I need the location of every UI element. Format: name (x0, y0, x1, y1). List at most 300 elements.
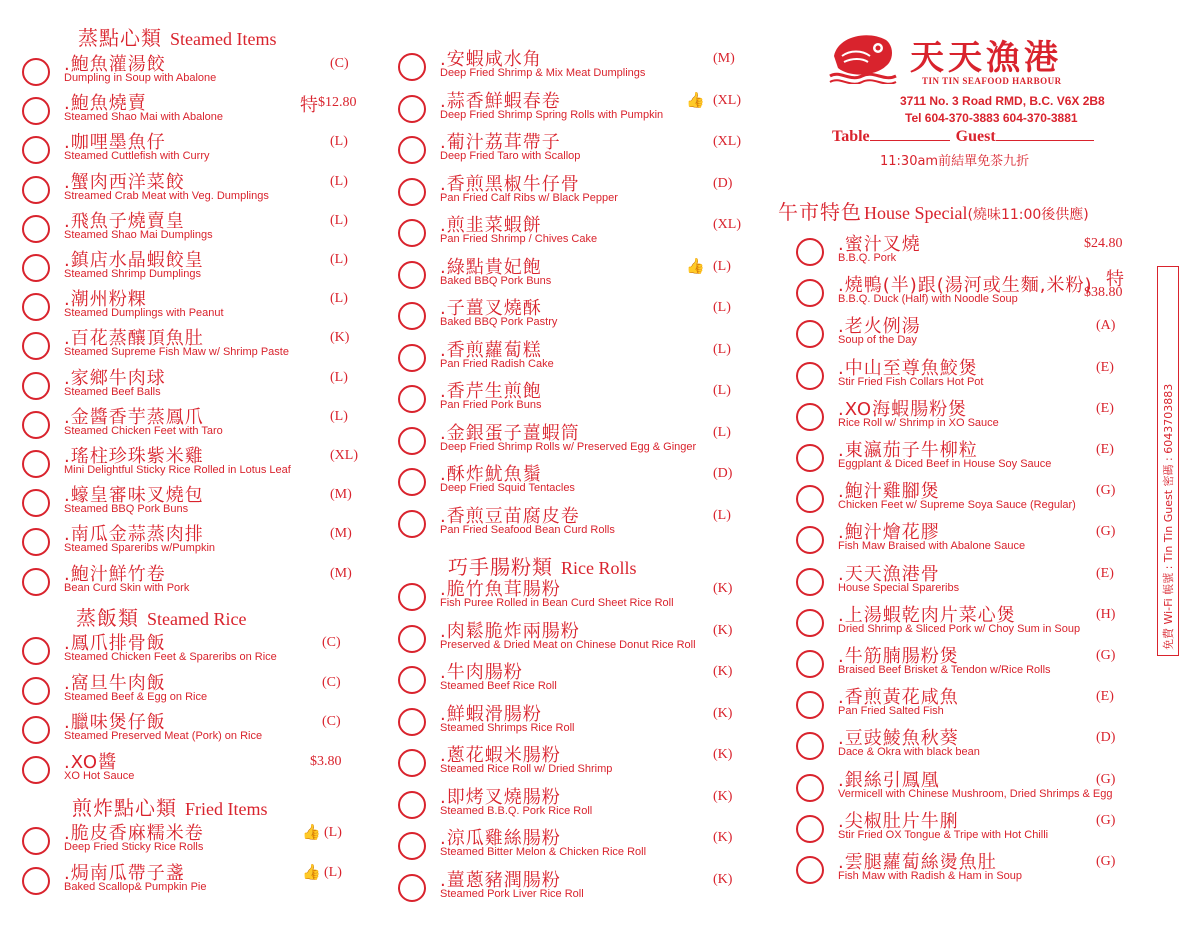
order-checkbox-circle[interactable] (398, 874, 426, 902)
item-name-en: XO Hot Sauce (64, 769, 135, 782)
order-checkbox-circle[interactable] (22, 716, 50, 744)
menu-item[interactable] (398, 504, 778, 544)
item-name-en: House Special Spareribs (838, 581, 960, 594)
order-checkbox-circle[interactable] (22, 568, 50, 596)
thumbs-up-icon: 👍 (302, 863, 321, 881)
item-size-code: (E) (1096, 565, 1114, 581)
order-checkbox-circle[interactable] (22, 528, 50, 556)
item-size-code: $3.80 (310, 753, 342, 769)
item-name-zh: .鮑汁鮮竹卷 (64, 563, 166, 585)
item-size-code: (K) (713, 664, 733, 679)
item-name-zh: .窩旦牛肉飯 (64, 672, 166, 694)
item-name-zh: .鮑汁雞腳煲 (838, 481, 940, 503)
order-checkbox-circle[interactable] (398, 53, 426, 81)
discount-note: 11:30am前結單免茶九折 (880, 154, 1030, 169)
menu-item[interactable] (398, 255, 778, 295)
item-name-zh: .銀絲引鳳凰 (838, 769, 940, 791)
menu-item[interactable] (796, 438, 1176, 478)
order-checkbox-circle[interactable] (398, 832, 426, 860)
item-name-en: Vermicell with Chinese Mushroom, Dried Shrimps & Egg (838, 787, 1113, 800)
item-name-en: Deep Fried Sticky Rice Rolls (64, 841, 204, 853)
item-size-code: (K) (713, 871, 733, 887)
item-name-en: Preserved & Dried Meat on Chinese Donut Rice Roll (440, 638, 696, 651)
item-name-en: Steamed Shrimp Dumplings (64, 268, 201, 280)
menu-item[interactable] (22, 562, 402, 602)
restaurant-address: 3711 No. 3 Road RMD, B.C. V6X 2B8 (900, 94, 1105, 108)
order-checkbox-circle[interactable] (22, 637, 50, 665)
item-name-zh: .蟹肉西洋菜餃 (64, 171, 185, 193)
table-blank[interactable] (870, 140, 950, 141)
order-checkbox-circle[interactable] (398, 136, 426, 164)
order-checkbox-circle[interactable] (398, 583, 426, 611)
item-name-en: Baked BBQ Pork Buns (440, 274, 552, 287)
order-checkbox-circle[interactable] (398, 791, 426, 819)
item-size-code: (L) (330, 252, 348, 267)
item-name-zh: .燒鴨(半)跟(湯河或生麵,米粉) (838, 275, 1093, 297)
item-size-code: (L) (713, 424, 731, 440)
item-name-zh: .牛筋腩腸粉煲 (838, 646, 959, 667)
menu-item[interactable] (22, 287, 402, 327)
item-size-code: (G) (1096, 483, 1116, 499)
item-size-code: (XL) (713, 134, 741, 149)
order-checkbox-circle[interactable] (796, 403, 824, 431)
item-name-zh: .鮮蝦滑腸粉 (440, 703, 542, 725)
menu-item[interactable] (398, 577, 778, 617)
item-name-en: Fish Maw Braised with Abalone Sauce (838, 540, 1026, 553)
section-house-special: 午市特色 House Special(燒味11:00後供應) (778, 200, 1089, 224)
item-size-code: (L) (713, 341, 731, 357)
item-name-zh: .薑蔥豬潤腸粉 (440, 869, 561, 891)
menu-item[interactable] (22, 444, 402, 484)
menu-item[interactable] (22, 405, 402, 445)
item-name-zh: .尖椒肚片牛脷 (838, 810, 959, 832)
item-size-code: (M) (330, 487, 352, 503)
item-size-code: (K) (713, 830, 733, 845)
item-name-en: Eggplant & Diced Beef in House Soy Sauce (838, 458, 1052, 470)
order-checkbox-circle[interactable] (796, 485, 824, 513)
item-size-code: (L) (713, 507, 731, 523)
item-name-zh: .即烤叉燒腸粉 (440, 786, 561, 808)
item-size-code: (K) (713, 705, 733, 721)
item-name-en: Deep Fried Squid Tentacles (440, 482, 575, 494)
item-size-code: (L) (330, 369, 348, 385)
order-checkbox-circle[interactable] (22, 215, 50, 243)
menu-item[interactable] (22, 522, 402, 562)
order-checkbox-circle[interactable] (22, 411, 50, 439)
item-name-zh: .牛肉腸粉 (440, 662, 523, 683)
section-steamed-items: 蒸點心類 Steamed Items (78, 26, 277, 50)
item-name-en: Steamed Preserved Meat (Pork) on Rice (64, 730, 263, 742)
item-name-en: Fish Puree Rolled in Bean Curd Sheet Rice Roll (440, 597, 674, 609)
order-checkbox-circle[interactable] (796, 568, 824, 596)
menu-item[interactable] (398, 619, 778, 659)
item-name-zh: .涼瓜雞絲腸粉 (440, 828, 561, 849)
item-name-zh: .鮑魚燒賣 (64, 93, 147, 115)
menu-item[interactable] (398, 868, 778, 908)
item-size-code: (L) (713, 383, 731, 398)
section-rice-rolls: 巧手腸粉類 Rice Rolls (448, 555, 637, 579)
menu-item[interactable] (796, 397, 1176, 437)
item-name-en: Steamed Chicken Feet with Taro (64, 424, 223, 437)
item-name-en: B.B.Q. Pork (838, 252, 897, 264)
menu-item[interactable] (796, 685, 1176, 725)
item-name-zh: .香煎豆苗腐皮卷 (440, 505, 580, 527)
item-name-en: Deep Fried Shrimp Spring Rolls with Pumpkin (440, 108, 664, 121)
restaurant-name-zh: 天天漁港 (910, 38, 1062, 78)
item-name-zh: .脆竹魚茸腸粉 (440, 579, 561, 600)
menu-item[interactable] (22, 209, 402, 249)
item-name-en: Steamed Supreme Fish Maw w/ Shrimp Paste (64, 346, 289, 359)
item-name-en: Pan Fried Calf Ribs w/ Black Pepper (440, 191, 618, 204)
item-name-en: Steamed BBQ Pork Buns (64, 503, 189, 516)
order-checkbox-circle[interactable] (22, 254, 50, 282)
item-size-code: (L) (330, 212, 348, 228)
menu-item[interactable] (398, 421, 778, 461)
menu-item[interactable] (22, 631, 402, 671)
order-checkbox-circle[interactable] (22, 827, 50, 855)
menu-item[interactable] (22, 671, 402, 711)
item-name-en: Pan Fried Seafood Bean Curd Rolls (440, 523, 615, 536)
item-name-zh: .XO醬 (64, 751, 118, 773)
item-name-zh: .蒜香鮮蝦春卷 (440, 90, 561, 112)
item-size-code: (D) (713, 175, 733, 191)
item-size-code: $24.80 (1084, 236, 1123, 251)
thumbs-up-icon: 👍 (686, 90, 705, 109)
fish-logo-icon (828, 26, 898, 84)
order-checkbox-circle[interactable] (398, 95, 426, 123)
order-checkbox-circle[interactable] (796, 609, 824, 637)
item-name-zh: .葡汁荔茸帶子 (440, 132, 561, 153)
item-size-code: (L) (713, 300, 731, 315)
item-name-zh: .鎮店水晶蝦餃皇 (64, 250, 204, 271)
item-name-en: Rice Roll w/ Shrimp in XO Sauce (838, 416, 999, 429)
order-checkbox-circle[interactable] (22, 136, 50, 164)
item-name-zh: .香煎黃花咸魚 (838, 687, 959, 709)
item-name-en: Stir Fried OX Tongue & Tripe with Hot Chilli (838, 828, 1049, 841)
item-size-code: $38.80 (1084, 285, 1123, 301)
order-checkbox-circle[interactable] (22, 450, 50, 478)
menu-item[interactable] (398, 130, 778, 170)
menu-item[interactable] (398, 379, 778, 419)
table-guest-line (832, 128, 1094, 146)
item-name-en: Steamed Spareribs w/Pumpkin (64, 542, 216, 555)
order-checkbox-circle[interactable] (22, 58, 50, 86)
item-name-en: Soup of the Day (838, 334, 917, 347)
order-checkbox-circle[interactable] (22, 176, 50, 204)
table-label: Table (832, 128, 870, 145)
item-name-en: B.B.Q. Duck (Half) with Noodle Soup (838, 293, 1018, 306)
item-name-zh: .家鄉牛肉球 (64, 367, 166, 389)
menu-item[interactable] (398, 660, 778, 700)
item-name-en: Baked BBQ Pork Pastry (440, 316, 558, 328)
menu-item[interactable] (398, 338, 778, 378)
menu-item[interactable] (796, 356, 1176, 396)
order-checkbox-circle[interactable] (398, 468, 426, 496)
menu-item[interactable] (398, 702, 778, 742)
item-name-zh: .蔥花蝦米腸粉 (440, 745, 561, 766)
order-checkbox-circle[interactable] (796, 362, 824, 390)
item-size-code: (L) (324, 865, 342, 880)
menu-item[interactable] (796, 603, 1176, 643)
item-size-code: (E) (1096, 400, 1114, 416)
item-name-zh: .香芹生煎飽 (440, 381, 542, 402)
menu-item[interactable] (398, 213, 778, 253)
item-name-zh: .臘味煲仔飯 (64, 712, 166, 733)
item-name-zh: .香煎蘿蔔糕 (440, 339, 542, 361)
item-size-code: (C) (322, 674, 341, 690)
order-checkbox-circle[interactable] (398, 510, 426, 538)
order-checkbox-circle[interactable] (22, 489, 50, 517)
item-name-en: Steamed Beef & Egg on Rice (64, 690, 208, 703)
item-name-zh: .煎韭菜蝦餅 (440, 215, 542, 236)
order-checkbox-circle[interactable] (398, 749, 426, 777)
order-checkbox-circle[interactable] (398, 344, 426, 372)
menu-item[interactable] (398, 296, 778, 336)
item-size-code: (L) (330, 408, 348, 424)
item-size-code: (E) (1096, 359, 1114, 375)
order-checkbox-circle[interactable] (398, 261, 426, 289)
menu-item[interactable] (398, 89, 778, 129)
order-checkbox-circle[interactable] (398, 427, 426, 455)
guest-blank[interactable] (996, 140, 1094, 141)
menu-item[interactable] (398, 743, 778, 783)
menu-item[interactable] (796, 314, 1176, 354)
order-checkbox-circle[interactable] (796, 732, 824, 760)
item-name-zh: .咖哩墨魚仔 (64, 132, 166, 154)
item-name-zh: .焗南瓜帶子盞 (64, 863, 185, 884)
item-name-en: Steamed Beef Rice Roll (440, 680, 557, 692)
menu-item[interactable] (796, 726, 1176, 766)
item-name-zh: .豆豉鯪魚秋葵 (838, 728, 959, 750)
menu-item[interactable] (398, 172, 778, 212)
menu-item[interactable] (796, 768, 1176, 808)
item-name-zh: .天天漁港骨 (838, 563, 940, 585)
order-checkbox-circle[interactable] (796, 279, 824, 307)
order-checkbox-circle[interactable] (22, 97, 50, 125)
item-size-code: (E) (1096, 442, 1114, 457)
item-name-en: Chicken Feet w/ Supreme Soya Sauce (Regular) (838, 499, 1076, 512)
order-checkbox-circle[interactable] (796, 526, 824, 554)
order-checkbox-circle[interactable] (796, 320, 824, 348)
item-size-code: (M) (713, 51, 735, 66)
item-name-en: Steamed Shao Mai with Abalone (64, 111, 223, 124)
thumbs-up-icon: 👍 (686, 256, 705, 275)
order-checkbox-circle[interactable] (398, 302, 426, 330)
item-name-en: Pan Fried Shrimp / Chives Cake (440, 233, 598, 245)
order-checkbox-circle[interactable] (796, 238, 824, 266)
item-name-en: Steamed Shao Mai Dumplings (64, 228, 213, 241)
item-name-zh: .酥炸魷魚鬚 (440, 464, 542, 485)
restaurant-name-en: TIN TIN SEAFOOD HARBOUR (922, 76, 1062, 86)
item-size-code: $12.80 (318, 95, 357, 111)
item-size-code: (M) (330, 565, 352, 581)
menu-item[interactable] (22, 483, 402, 523)
menu-item[interactable] (22, 821, 402, 861)
item-name-zh: .子薑叉燒酥 (440, 298, 542, 319)
item-name-en: Braised Beef Brisket & Tendon w/Rice Rolls (838, 664, 1051, 676)
order-checkbox-circle[interactable] (796, 691, 824, 719)
item-name-zh: .雲腿蘿蔔絲燙魚肚 (838, 852, 997, 873)
menu-item[interactable] (796, 644, 1176, 684)
item-size-code: (K) (713, 788, 733, 804)
menu-item[interactable] (22, 366, 402, 406)
order-checkbox-circle[interactable] (22, 867, 50, 895)
item-size-code: (G) (1096, 648, 1116, 663)
order-checkbox-circle[interactable] (796, 856, 824, 884)
item-size-code: (L) (330, 291, 348, 307)
menu-item[interactable] (796, 562, 1176, 602)
item-name-en: Deep Fried Shrimp & Mix Meat Dumplings (440, 67, 646, 79)
order-checkbox-circle[interactable] (398, 666, 426, 694)
order-checkbox-circle[interactable] (398, 708, 426, 736)
item-name-en: Steamed Rice Roll w/ Dried Shrimp (440, 763, 613, 775)
item-name-zh: .香煎黑椒牛仔骨 (440, 173, 580, 195)
menu-item[interactable] (22, 861, 402, 901)
section-steamed-rice: 蒸飯類 Steamed Rice (76, 606, 247, 630)
order-checkbox-circle[interactable] (796, 774, 824, 802)
item-name-en: Streamed Crab Meat with Veg. Dumplings (64, 189, 269, 202)
item-name-zh: .老火例湯 (838, 316, 921, 338)
item-name-en: Steamed Chicken Feet & Spareribs on Rice (64, 651, 277, 663)
item-size-code: (G) (1096, 812, 1116, 828)
item-size-code: (L) (330, 173, 348, 189)
item-size-code: (XL) (713, 217, 741, 232)
order-checkbox-circle[interactable] (796, 444, 824, 472)
item-name-en: Steamed B.B.Q. Pork Rice Roll (440, 804, 593, 817)
item-name-en: Bean Curd Skin with Pork (64, 581, 190, 594)
item-name-zh: .鳳爪排骨飯 (64, 633, 166, 654)
menu-item[interactable] (398, 462, 778, 502)
order-checkbox-circle[interactable] (398, 385, 426, 413)
menu-item[interactable] (22, 248, 402, 288)
item-name-zh: .綠點貴妃飽 (440, 256, 542, 278)
item-name-en: Steamed Shrimps Rice Roll (440, 721, 575, 734)
item-name-en: Dried Shrimp & Sliced Pork w/ Choy Sum in Soup (838, 622, 1081, 635)
item-size-code: (K) (713, 622, 733, 638)
item-size-code: (M) (330, 526, 352, 542)
item-name-zh: .飛魚子燒賣皇 (64, 210, 185, 232)
item-name-en: Mini Delightful Sticky Rice Rolled in Lotus Leaf (64, 464, 291, 476)
restaurant-phone: Tel 604-370-3883 604-370-3881 (905, 111, 1078, 125)
special-mark: 特 (300, 95, 318, 117)
item-size-code: (C) (322, 714, 341, 729)
item-size-code: (D) (1096, 730, 1116, 746)
item-name-en: Pan Fried Radish Cake (440, 357, 554, 370)
item-size-code: (C) (330, 56, 349, 71)
item-name-zh: .鮑魚灌湯餃 (64, 54, 166, 75)
order-checkbox-circle[interactable] (22, 332, 50, 360)
item-name-zh: .XO海蝦腸粉煲 (838, 398, 968, 420)
item-name-en: Pan Fried Pork Buns (440, 399, 542, 411)
item-name-zh: .中山至尊魚鮫煲 (838, 357, 978, 379)
menu-item[interactable] (398, 826, 778, 866)
item-size-code: (G) (1096, 771, 1116, 787)
item-size-code: (G) (1096, 854, 1116, 869)
menu-item[interactable] (796, 269, 1176, 313)
order-checkbox-circle[interactable] (398, 625, 426, 653)
menu-item[interactable] (22, 170, 402, 210)
order-checkbox-circle[interactable] (796, 815, 824, 843)
item-size-code: (A) (1096, 318, 1116, 334)
item-size-code: (XL) (713, 92, 741, 108)
order-checkbox-circle[interactable] (22, 293, 50, 321)
item-size-code: (G) (1096, 524, 1116, 540)
order-checkbox-circle[interactable] (22, 677, 50, 705)
item-name-en: Dumpling in Soup with Abalone (64, 72, 217, 84)
item-size-code: (H) (1096, 606, 1116, 622)
menu-item[interactable] (796, 809, 1176, 849)
menu-item[interactable] (796, 850, 1176, 890)
menu-item[interactable] (796, 520, 1176, 560)
item-name-zh: .脆皮香麻糯米卷 (64, 823, 204, 844)
item-name-zh: .南瓜金蒜蒸肉排 (64, 524, 204, 546)
order-checkbox-circle[interactable] (22, 372, 50, 400)
item-name-zh: .肉鬆脆炸兩腸粉 (440, 620, 580, 642)
item-size-code: (D) (713, 466, 733, 481)
menu-item[interactable] (398, 785, 778, 825)
item-size-code: (C) (322, 635, 341, 650)
menu-item[interactable] (22, 750, 402, 790)
item-name-en: Steamed Beef Balls (64, 385, 161, 398)
item-name-en: Deep Fried Shrimp Rolls w/ Preserved Egg & Ginger (440, 440, 697, 453)
menu-item[interactable] (22, 130, 402, 170)
item-name-en: Steamed Cuttlefish with Curry (64, 150, 210, 163)
item-size-code: (XL) (330, 448, 358, 463)
item-size-code: (K) (330, 330, 350, 346)
item-name-en: Steamed Pork Liver Rice Roll (440, 887, 584, 900)
item-name-zh: .鮑汁燴花膠 (838, 522, 940, 544)
menu-item[interactable] (22, 710, 402, 750)
item-name-zh: .百花蒸釀頂魚肚 (64, 328, 204, 350)
item-size-code: (K) (713, 581, 733, 596)
item-name-zh: .金醬香芋蒸鳳爪 (64, 406, 204, 428)
item-name-zh: .潮州粉粿 (64, 289, 147, 311)
menu-item[interactable] (22, 91, 402, 131)
order-checkbox-circle[interactable] (398, 178, 426, 206)
section-fried-items: 煎炸點心類 Fried Items (72, 796, 268, 820)
item-name-zh: .上湯蝦乾肉片菜心煲 (838, 604, 1016, 626)
menu-item[interactable] (398, 47, 778, 87)
wifi-info: 免費 Wi-Fi 帳號 : Tin Tin Guest 密碼 : 6043703883 (1162, 383, 1175, 650)
item-name-zh: .東瀛茄子牛柳粒 (838, 440, 978, 461)
item-name-en: Deep Fried Taro with Scallop (440, 150, 581, 162)
item-name-zh: .瑤柱珍珠紫米雞 (64, 446, 204, 467)
order-checkbox-circle[interactable] (796, 650, 824, 678)
item-size-code: (K) (713, 747, 733, 762)
item-name-en: Stir Fried Fish Collars Hot Pot (838, 375, 984, 388)
item-name-en: Steamed Bitter Melon & Chicken Rice Roll (440, 846, 647, 858)
order-checkbox-circle[interactable] (22, 756, 50, 784)
item-name-zh: .蜜汁叉燒 (838, 234, 921, 255)
item-name-en: Dace & Okra with black bean (838, 746, 980, 759)
thumbs-up-icon: 👍 (302, 823, 321, 841)
menu-item[interactable] (22, 52, 402, 92)
item-name-zh: .金銀蛋子薑蝦筒 (440, 422, 580, 444)
menu-item[interactable] (22, 326, 402, 366)
item-name-zh: .安蝦咸水角 (440, 49, 542, 70)
special-mark: 特 (1106, 269, 1124, 291)
guest-label: Guest (955, 128, 996, 145)
order-checkbox-circle[interactable] (398, 219, 426, 247)
menu-item[interactable] (796, 479, 1176, 519)
item-name-en: Steamed Dumplings with Peanut (64, 307, 224, 320)
item-size-code: (L) (324, 825, 342, 840)
item-name-en: Baked Scallop& Pumpkin Pie (64, 881, 207, 893)
item-name-zh: .蠔皇審味叉燒包 (64, 485, 204, 507)
item-size-code: (E) (1096, 689, 1114, 705)
item-size-code: (L) (330, 134, 348, 150)
item-size-code: (L) (713, 258, 731, 274)
